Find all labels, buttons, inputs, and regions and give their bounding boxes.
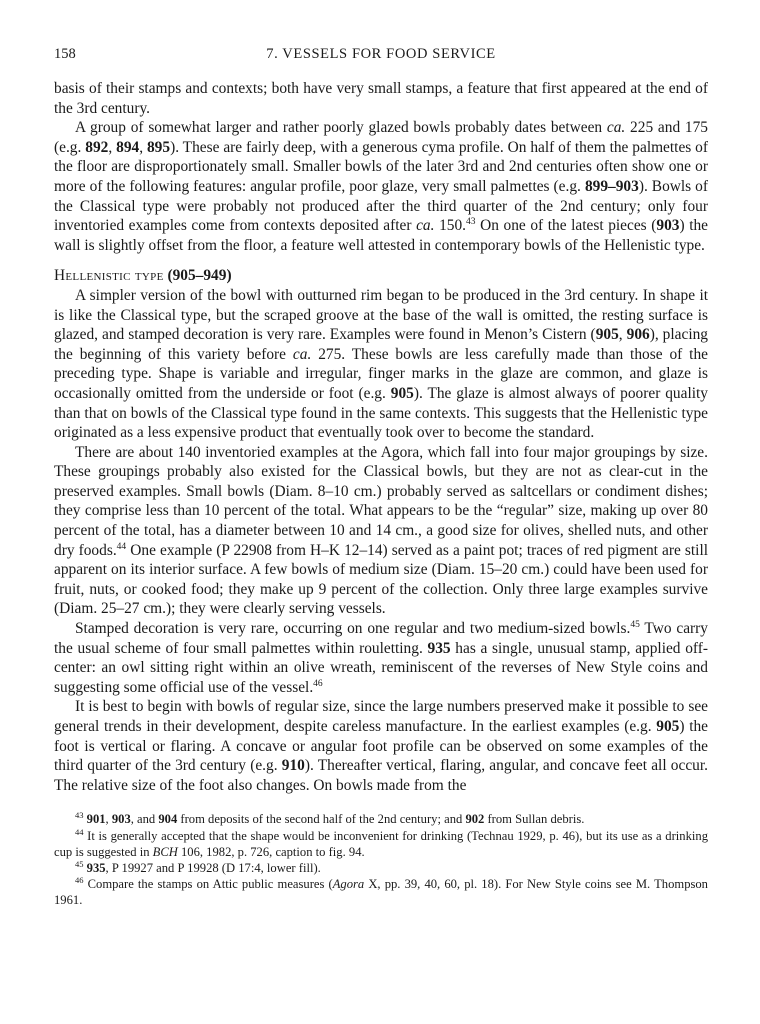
footnote-ref: 45 <box>630 620 640 631</box>
footnote-ref: 44 <box>116 541 127 552</box>
paragraph-4: There are about 140 inventoried examples at the Agora, which fall into four major groupings by size. These groupings probably also existed for the Classical bowls, but they are not as clear-cut in the preserved examples. Small bowls (Diam. 8–10 cm.) probably served as saltcellars or condiment dishes; they comprise less than 10 percent of the total. What appears to be the “regular” size, making up over 80 percent of the total, has a diameter between 10 and 14 cm., a good size for olives, shelled nuts, and other dry foods.$^{44}$ One example (P 22908 from H–K 12–14) served as a paint pot; traces of red pigment are still apparent on its interior surface. A few bowls of medium size (Diam. 15–20 cm.) could have been used for fruit, nuts, or cooked food; they make up 9 percent of the collection. Only three large examples survive (Diam. 25–27 cm.); they were clearly serving vessels. <box>54 443 708 618</box>
paragraph-6: It is best to begin with bowls of regular size, since the large numbers preserved make it possible to see general trends in their development, despite careless manufacture. In the earliest examples (e.g. 905) the foot is vertical or flaring. A concave or angular foot profile can be observed on some examples of the third quarter of the 3rd century (e.g. 910). Thereafter vertical, flaring, angular, and concave feet all occur. The relative size of the foot also changes. On bowls made from the <box>54 698 708 794</box>
catalog-ref: 905 <box>390 384 414 402</box>
catalog-ref: 894 <box>116 138 140 156</box>
footnote-46: $^{46}$ Compare the stamps on Attic public measures (Agora X, pp. 39, 40, 60, pl. 18). For New Style coins see M. Thompson 1961. <box>54 875 708 908</box>
chapter-title: 7. VESSELS FOR FOOD SERVICE <box>266 46 496 62</box>
catalog-ref: 905 <box>595 326 619 344</box>
footnote-44: $^{44}$ It is generally accepted that the shape would be inconvenient for drinking (Technau 1929, p. 46), but its use as a drinking cup is suggested in BCH 106, 1982, p. 726, caption to fig. 94. <box>54 826 708 859</box>
paragraph-2: A group of somewhat larger and rather poorly glazed bowls probably dates between ca. 225 and 175 (e.g. 892, 894, 895). These are fairly deep, with a generous cyma profile. On half of them the palmettes of the floor are disproportionately small. Smaller bowls of the later 3rd and 2nd centuries often show one or more of the following features: angular profile, poor glaze, very small palmettes (e.g. 899–903). Bowls of the Classical type were probably not produced after the third quarter of the 2nd century; only four inventoried examples come from contexts deposited after ca. 150.43 On one of the latest pieces (903) the wall is slightly offset from the floor, a feature well attested in contemporary bowls of the Hellenistic type. <box>54 119 709 254</box>
catalog-ref: 935 <box>427 639 451 657</box>
page-number: 158 <box>54 46 76 62</box>
section-heading <box>54 266 708 286</box>
footnote-ref: 43 <box>466 217 476 228</box>
body-text <box>54 79 708 795</box>
footnote-ref: 46 <box>313 678 323 689</box>
catalog-ref: 903 <box>656 217 680 235</box>
catalog-ref: 895 <box>146 138 171 156</box>
catalog-ref: 905 <box>656 718 680 735</box>
footnote-45: $^{45}$ 935, P 19927 and P 19928 (D 17:4, lower fill). <box>75 858 321 875</box>
section-heading-label: Hellenistic type <box>54 267 164 285</box>
section-heading-range: (905–949) <box>167 267 232 285</box>
catalog-ref: 910 <box>281 757 305 775</box>
paragraph-5: Stamped decoration is very rare, occurring on one regular and two medium-sized bowls.$^{45}$ Two carry the usual scheme of four small palmettes within rouletting. 935 has a single, unusual stamp, applied off-center: an owl sitting right within an olive wreath, reminiscent of the reverses of New Style coins and suggesting some official use of the vessel.$^{46}$ <box>54 620 708 696</box>
catalog-ref: 906 <box>626 326 650 344</box>
footnotes <box>54 811 708 908</box>
paragraph-3: A simpler version of the bowl with outturned rim began to be produced in the 3rd century. In shape it is like the Classical type, but the scraped groove at the base of the wall is omitted, the resting surface is glazed, and stamped decoration is very rare. Examples were found in Menon’s Cistern (905, 906), placing the beginning of this variety before ca. 275. These bowls are less carefully made than those of the preceding type. Shape is variable and irregular, finger marks in the glaze are common, and glaze is occasionally omitted from the underside or foot (e.g. 905). The glaze is almost always of poorer quality than that on bowls of the Classical type found in the same contexts. This suggests that the Hellenistic type originated as a less expensive product that eventually took over to become the standard. <box>54 286 708 442</box>
catalog-ref: 892 <box>85 138 109 156</box>
catalog-ref: 899–903 <box>584 177 639 195</box>
footnote-43: $^{43}$ 901, 903, and 904 from deposits of the second half of the 2nd century; and 902 from Sullan debris. <box>75 810 585 827</box>
page <box>54 46 708 909</box>
paragraph-1: basis of their stamps and contexts; both have very small stamps, a feature that first appeared at the end of the 3rd century. <box>54 80 708 117</box>
running-header <box>54 46 708 68</box>
